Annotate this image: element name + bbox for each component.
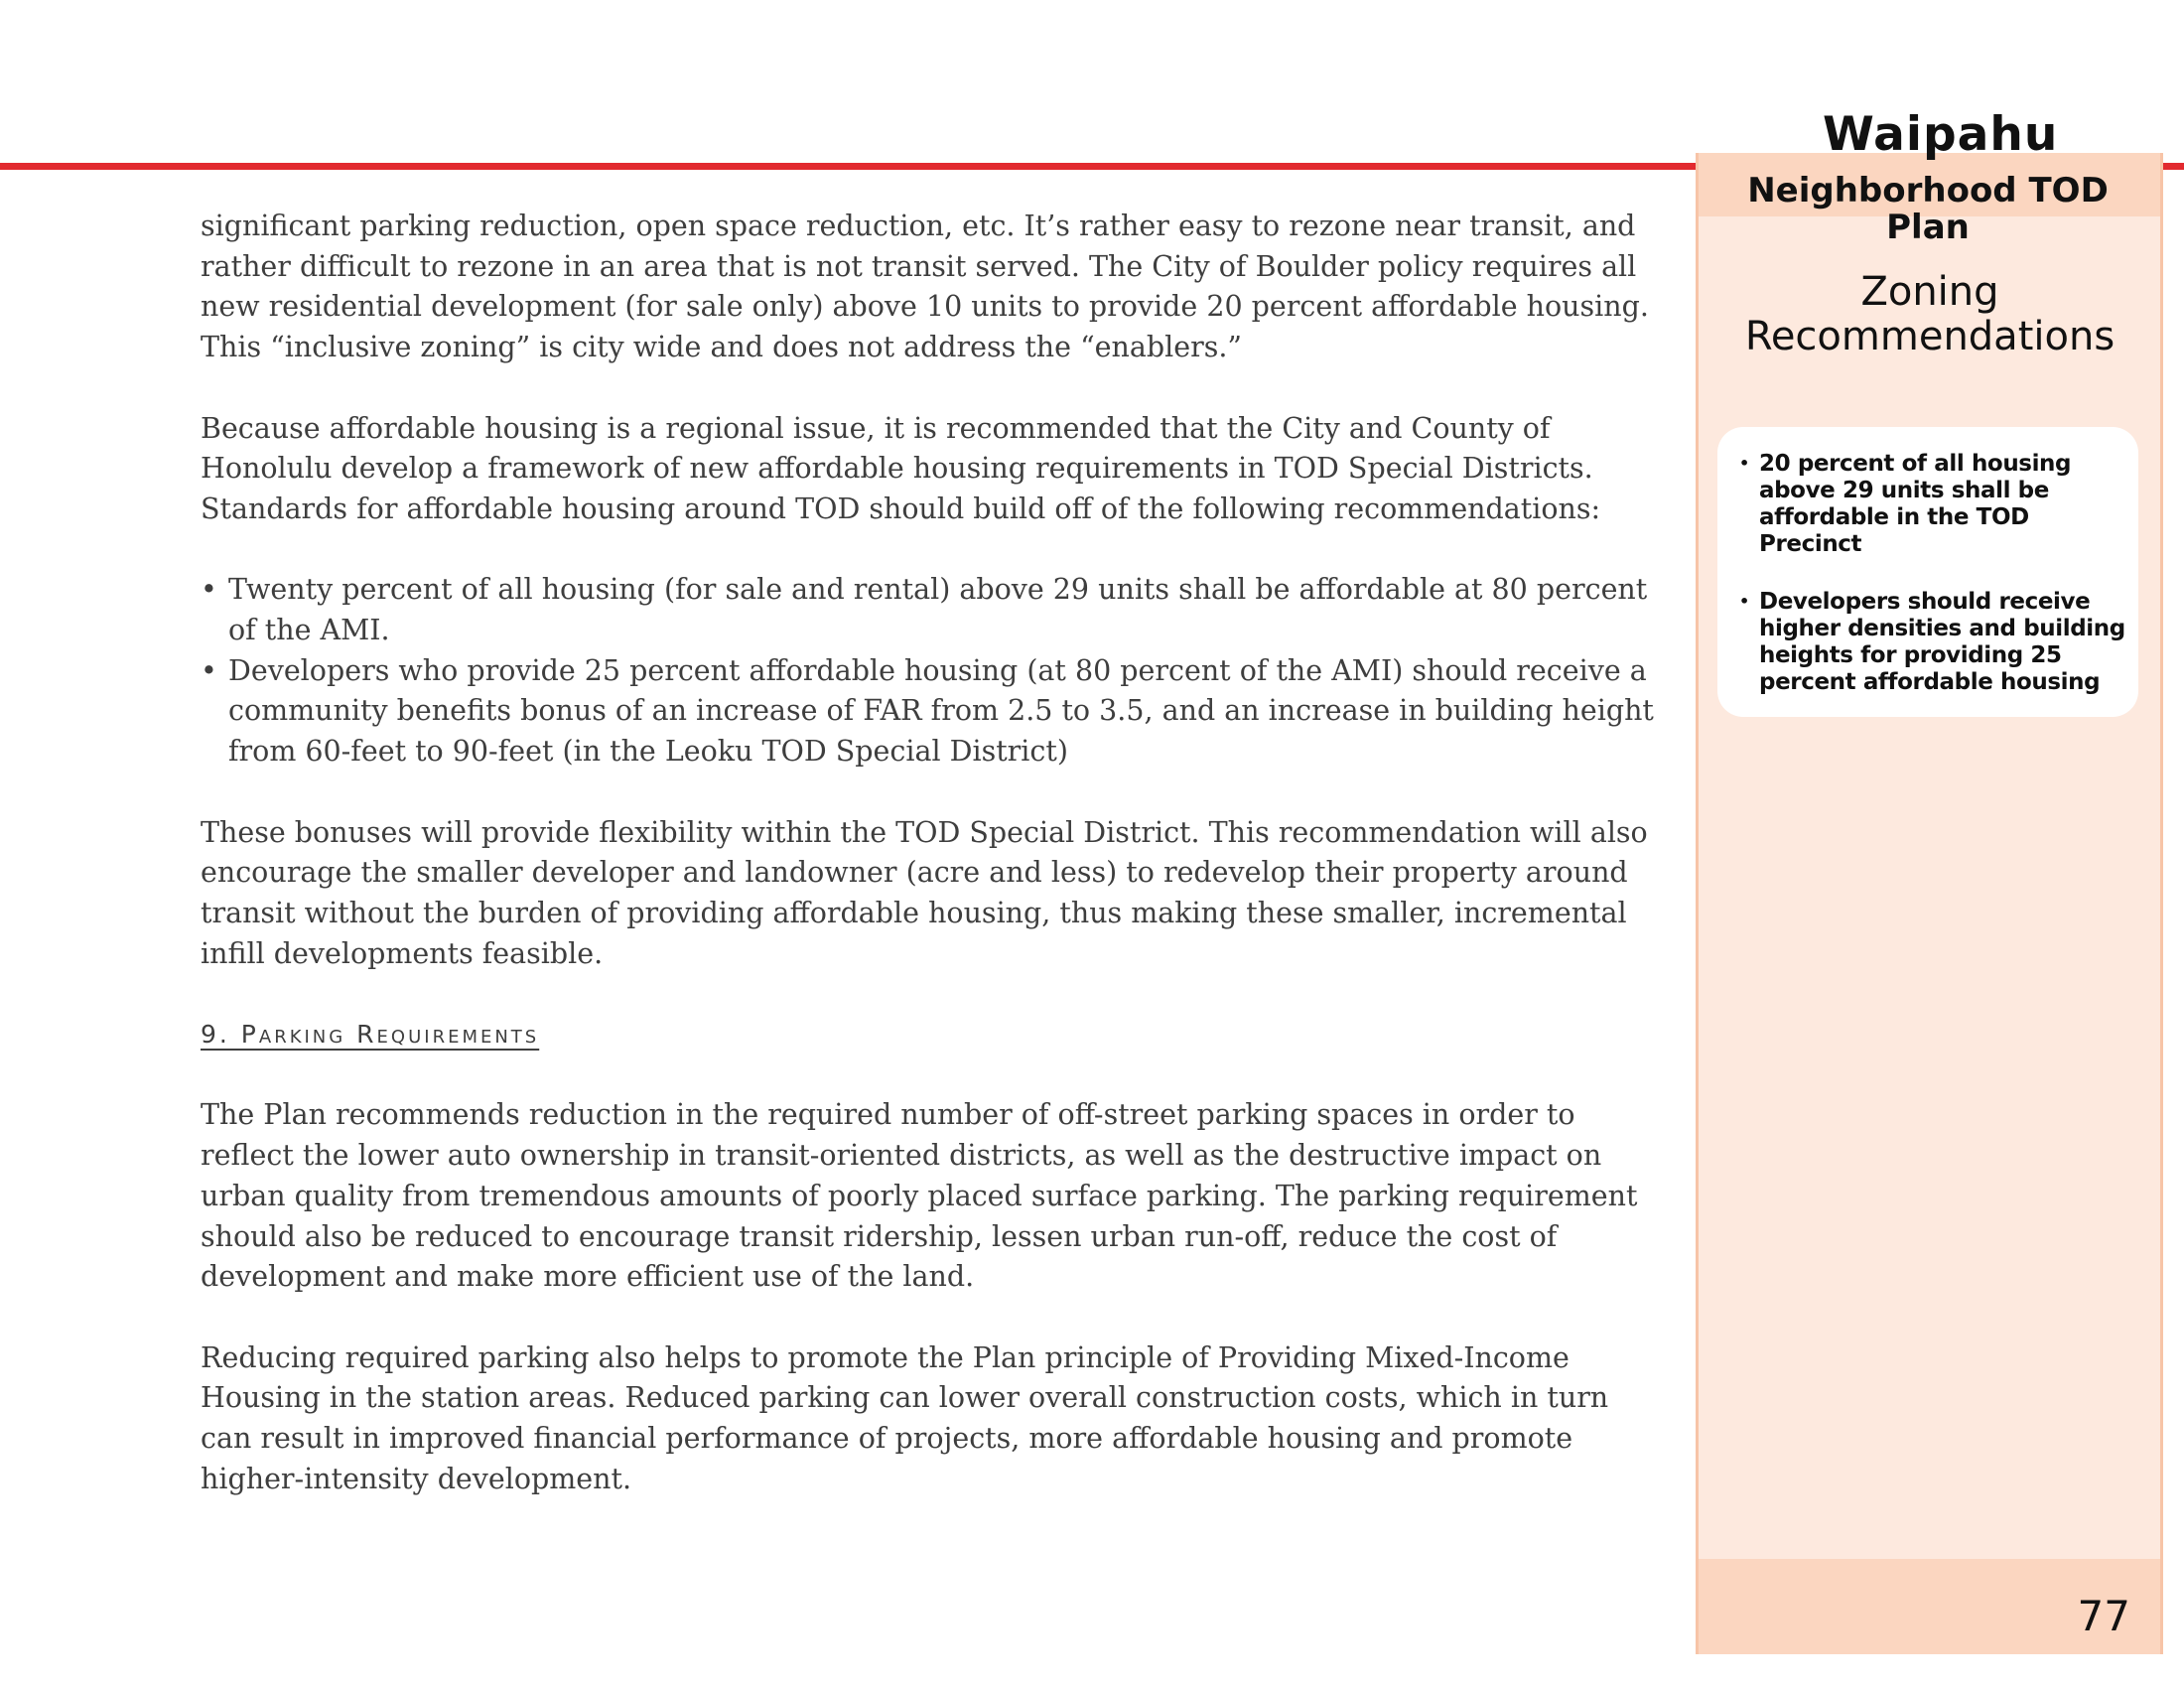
brand-title: Waipahu bbox=[1823, 107, 2059, 162]
callout-item: • Developers should receive higher densities and building heights for providing 25 percent affordable housing bbox=[1735, 589, 2126, 697]
main-text-column bbox=[201, 207, 1660, 1540]
recommendation-item: • Developers who provide 25 percent affordable housing (at 80 percent of the AMI) should receive a community benefits bonus of an increase of FAR from 2.5 to 3.5, and an increase in building height from 60-feet to 90-feet (in the Leoku TOD Special District) bbox=[201, 651, 1660, 773]
body-paragraph: The Plan recommends reduction in the required number of off-street parking spaces in order to reflect the lower auto ownership in transit-oriented districts, as well as the destructive impact on urban quality from tremendous amounts of poorly placed surface parking. The parking requirement should also be reduced to encourage transit ridership, lessen urban run-off, reduce the cost of development and make more efficient use of the land. bbox=[201, 1098, 1638, 1294]
callout-item: • 20 percent of all housing above 29 units shall be affordable in the TOD Precinct bbox=[1735, 451, 2126, 559]
body-paragraph: Reducing required parking also helps to promote the Plan principle of Providing Mixed-Income Housing in the station areas. Reduced parking can lower overall construction costs, which in turn can result in improved financial performance of projects, more affordable housing and promote higher-intensity development. bbox=[201, 1340, 1609, 1495]
sidebar-section-heading: Zoning Recommendations bbox=[1744, 269, 2116, 359]
callout-list bbox=[1735, 451, 2126, 696]
page-number: 77 bbox=[2077, 1592, 2130, 1640]
sidebar-panel bbox=[1696, 153, 2163, 1654]
body-paragraph: significant parking reduction, open space reduction, etc. It’s rather easy to rezone near transit, and rather difficult to rezone in an area that is not transit served. The City of Boulder policy requires all new residential development (for sale only) above 10 units to provide 20 percent affordable housing. This “inclusive zoning” is city wide and does not address the “enablers.” bbox=[201, 210, 1649, 364]
recommendation-list bbox=[201, 570, 1660, 773]
recommendation-item: • Twenty percent of all housing (for sale and rental) above 29 units shall be affordable at 80 percent of the AMI. bbox=[201, 570, 1660, 650]
body-paragraph: These bonuses will provide flexibility within the TOD Special District. This recommendation will also encourage the smaller developer and landowner (acre and less) to redevelop their property around transit without the burden of providing affordable housing, thus making these smaller, incremental infill developments feasible. bbox=[201, 815, 1648, 970]
brand-subtitle: Neighborhood TOD Plan bbox=[1747, 171, 2109, 248]
body-paragraph: Because affordable housing is a regional issue, it is recommended that the City and County of Honolulu develop a framework of new affordable housing requirements in TOD Special Districts. Standards for affordable housing around TOD should build off of the following recommendations: bbox=[201, 411, 1601, 525]
parking-requirements-heading: 9. Parking Requirements bbox=[201, 1020, 540, 1049]
callout-box bbox=[1717, 427, 2138, 717]
